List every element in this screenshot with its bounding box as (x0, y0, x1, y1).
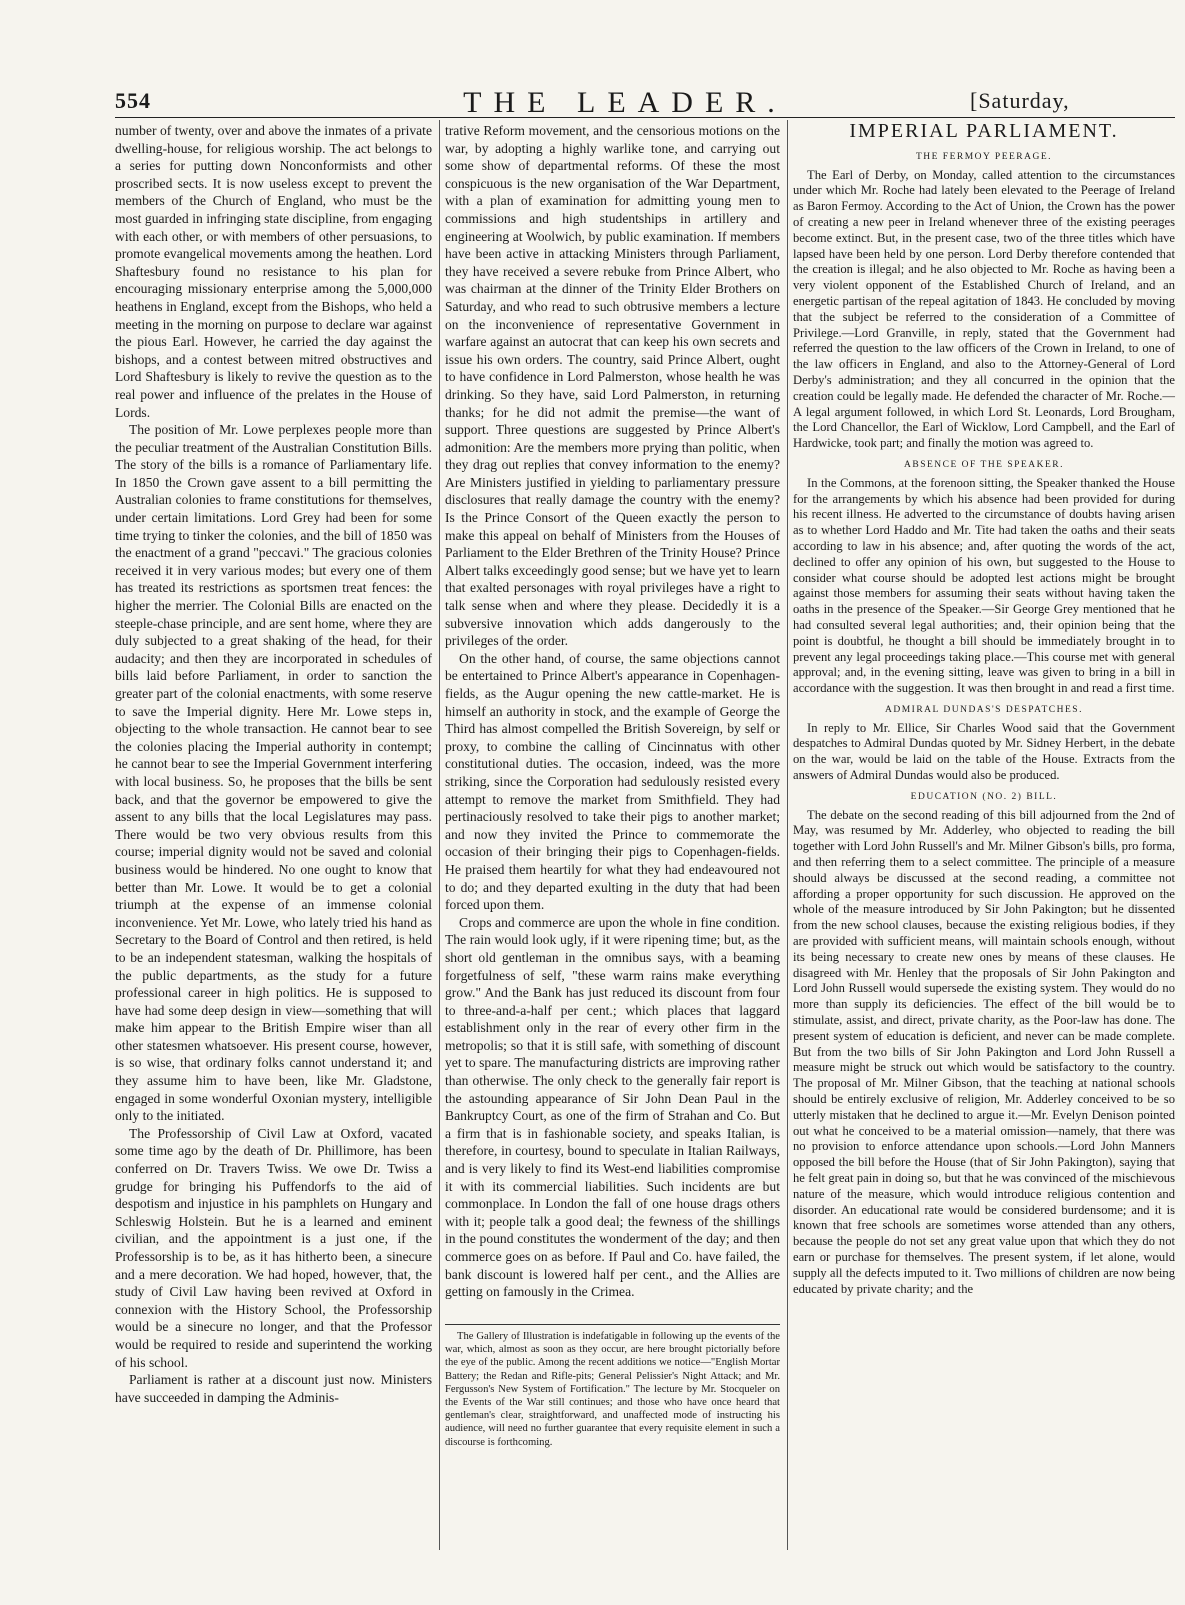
paragraph: trative Reform movement, and the censorious motions on the war, by adopting a highly warlike tone, and carrying out some show of departmental reforms. Of these the most conspicuous is the new organisation of the War Department, with a plan of examination for admitting young men to commissions and high studentships in artillery and engineering at Woolwich, by public examination. If members have been active in attacking Ministers through Parliament, they have received a severe rebuke from Prince Albert, who was chairman at the dinner of the Trinity Elder Brothers on Saturday, and who read to such obtrusive members a lecture on the inconvenience of representative Government in warfare against an autocrat that can keep his own secrets and issue his own orders. The country, said Prince Albert, ought to have confidence in Lord Palmerston, whose health he was drinking. So they have, said Lord Palmerston, in returning thanks; for he did not admit the premise—the want of support. Three questions are suggested by Prince Albert's admonition: Are the members more prying than politic, when they drag out replies that convey information to the enemy? Are Ministers justified in yielding to parliamentary pressure disclosures that really damage the country with the enemy? Is the Prince Consort of the Queen exactly the person to make this appeal on behalf of Ministers from the Houses of Parliament to the Elder Brethren of the Trinity House? Prince Albert talks exceedingly good sense; but we have yet to learn that exalted personages with royal privileges have a right to talk sense when and where they please. Decidedly it is a subversive innovation which adds dangerously to the privileges of the order. (445, 123, 780, 649)
section-title: IMPERIAL PARLIAMENT. (849, 120, 1119, 142)
paragraph: Parliament is rather at a discount just now. Ministers have succeeded in damping the Adminis- (115, 1372, 432, 1405)
paragraph: number of twenty, over and above the inmates of a private dwelling-house, for religious worship. The act belongs to a series for putting down Nonconformists and other proscribed sects. It is now useless except to prevent the members of the Church of England, who must be the most guarded in infringing state discipline, from engaging with each other, or with members of other persuasions, to promote evangelical movements among the heathen. Lord Shaftesbury found no resistance to his plan for encouraging missionary enterprise among the 5,000,000 heathens in England, except from the Bishops, who held a meeting in the morning on purpose to declare war against the pious Earl. However, he carried the day against the bishops, and a contest between mitred obstructives and Lord Shaftesbury is likely to revive the question as to the real power and influence of the prelates in the House of Lords. (115, 123, 432, 420)
footnote (445, 1324, 780, 1449)
paragraph: The debate on the second reading of this bill adjourned from the 2nd of May, was resumed by Mr. Adderley, who objected to reading the bill together with Lord John Russell's and Mr. Milner Gibson's bills, pro forma, and then referring them to a select committee. The principle of a measure should always be discussed at the second reading, a committee not affording a proper opportunity for such discussion. He approved on the whole of the measure introduced by Sir John Pakington; but he dissented from the new school clauses, because the existing religious bodies, if they are provided with sufficient means, will maintain schools enough, without its being necessary to create new ones by means of these clauses. He disagreed with Mr. Henley that the proposals of Sir John Pakington and Lord John Russell would supersede the existing system. They would do no more than supply its deficiencies. The effect of the bill would be to stimulate, assist, and direct, private charity, as the Poor-law has done. The present system of education is deficient, and never can be made complete. But from the two bills of Sir John Pakington and Lord John Russell a measure might be struck out which would be satisfactory to the country. The proposal of Mr. Milner Gibson, that the teaching at national schools should be entirely exclusive of religion, Mr. Adderley conceived to be so utterly mistaken that he declined to argue it.—Mr. Evelyn Denison pointed out what he conceived to be a material omission—namely, that there was no provision to enforce attendance upon schools.—Lord John Manners opposed the bill before the House (that of Sir John Pakington), saying that he felt great pain in doing so, but that he was convinced of the mischievous nature of the measure, which would introduce religious contention and disorder. An educational rate would be considered burdensome; and it is known that free schools are sometimes worse attended than any others, because the people do not set any great value upon that which they do not earn or purchase for themselves. The present system, if let alone, would supply all the defects imputed to it. Two millions of children are now being educated by private charity; and the (793, 807, 1175, 1296)
column-divider (787, 120, 788, 1550)
column-1 (115, 122, 432, 1406)
subheading: THE FERMOY PEERAGE. (915, 151, 1053, 162)
subheading: ADMIRAL DUNDAS'S DESPATCHES. (885, 704, 1083, 715)
column-2 (445, 122, 780, 1301)
subheading: EDUCATION (NO. 2) BILL. (910, 791, 1058, 802)
column-3 (793, 122, 1175, 1297)
header-rule (115, 117, 1175, 118)
footnote-text: The Gallery of Illustration is indefatigable in following up the events of the war, which, almost as soon as they occur, are here brought pictorially before the eye of the public. Among the recent additions we notice—"English Mortar Battery; the Redan and Rifle-pits; General Pelissier's Night Attack; and Mr. Fergusson's New System of Fortification." The lecture by Mr. Stocqueler on the Events of the War still continues; and those who have once heard that gentleman's clear, straightforward, and unaffected mode of instructing his audience, will need no further guarantee that every requisite element in such a discourse is forthcoming. (445, 1331, 780, 1448)
paragraph: The position of Mr. Lowe perplexes people more than the peculiar treatment of the Australian Constitution Bills. The story of the bills is a romance of Parliamentary life. In 1850 the Crown gave assent to a bill permitting the Australian colonies to frame constitutions for themselves, under certain limitations. Lord Grey had been for some time trying to tinker the colonies, and the bill of 1850 was the enactment of a grand "peccavi." The gracious colonies received it in very various modes; but every one of them has treated its restrictions as sportsmen treat fences: the higher the merrier. The Colonial Bills are enacted on the steeple-chase principle, and are sent home, where they are duly subjected to a great shaking of the head, for their audacity; and then they are incorporated in schedules of bills laid before Parliament, in order to sanction the greater part of the colonial enactments, with some reserve to save the Imperial dignity. Here Mr. Lowe steps in, objecting to the whole transaction. He cannot bear to see the colonies placing the Imperial authority in contempt; he cannot bear to see the Imperial Government interfering with local business. So, he proposes that the bills be sent back, and that the governor be empowered to give the assent to any bills that the local Legislatures may pass. There would be two very obvious results from this course; imperial dignity would not be saved and colonial business would be hindered. No one ought to know that better than Mr. Lowe. It would be to get a colonial triumph at the expense of an immense colonial inconvenience. Yet Mr. Lowe, who lately tried his hand as Secretary to the Board of Control and then retired, is held to be an independent statesman, walking the hospitals of the public departments, as the study for a future professional career in high politics. He is supposed to have had some deep design in view—something that will make him appear to the British Empire wiser than all other statesmen whatsoever. His present course, however, is so wise, that ordinary folks cannot understand it; and they assume him to have been, like Mr. Gladstone, engaged in some wonderful Oxonian mystery, intelligible only to the initiated. (115, 422, 432, 1124)
paragraph: In the Commons, at the forenoon sitting, the Speaker thanked the House for the arrangements by which his absence had been provided for during his recent illness. He adverted to the circumstance of doubts having arisen as to whether Lord Haddo and Mr. Tite had taken the oaths and their seats according to law in his absence; and, after quoting the words of the act, declined to offer any opinion of his own, but suggested to the House to consider what course should be adopted lest actions might be brought against those members for assuming their seats without having taken the oaths in the presence of the Speaker.—Sir George Grey mentioned that he had consulted several legal authorities; and, their opinion being that the point is doubtful, he thought a bill should be immediately brought in to prevent any legal proceedings taking place.—This course met with general approval; and, in the evening sitting, leave was given to bring in a bill in accordance with the suggestion. It was then brought in and read a first time. (793, 475, 1175, 696)
paragraph: In reply to Mr. Ellice, Sir Charles Wood said that the Government despatches to Admiral Dundas quoted by Mr. Sidney Herbert, in the debate on the war, would be laid on the table of the House. Extracts from the answers of Admiral Dundas would also be produced. (793, 720, 1175, 783)
masthead-title: THE LEADER. (463, 86, 787, 119)
page-number: 554 (115, 88, 151, 113)
paragraph: Crops and commerce are upon the whole in fine condition. The rain would look ugly, if it were ripening time; but, as the short old gentleman in the omnibus says, with a beaming forgetfulness of self, "these warm rains make everything grow." And the Bank has just reduced its discount from four to three-and-a-half per cent.; which places that laggard establishment only in the rear of every other firm in the metropolis; so that it is still safe, with something of discount yet to spare. The manufacturing districts are improving rather than otherwise. The only check to the generally fair report is the astounding appearance of Sir John Dean Paul in the Bankruptcy Court, as one of the firm of Strahan and Co. But a firm that is in fashionable society, and speaks Italian, is therefore, in courtesy, bound to speculate in Italian Railways, and is very likely to find its West-end liabilities compromise it with its commercial liabilities. Such incidents are but commonplace. In London the fall of one house drags others with it; people talk a good deal; the fewness of the shillings in the pound constitutes the wonderment of the day; and then commerce goes on as before. If Paul and Co. have failed, the bank discount is lowered half per cent., and the Allies are getting on famously in the Crimea. (445, 914, 780, 1300)
subheading: ABSENCE OF THE SPEAKER. (904, 459, 1064, 470)
paragraph: The Earl of Derby, on Monday, called attention to the circumstances under which Mr. Roche had lately been elevated to the Peerage of Ireland as Baron Fermoy. According to the Act of Union, the Crown has the power of creating a new peer in Ireland whenever three of the existing peerages become extinct. But, in the present case, two of the three titles which have lapsed have been held by one person. Lord Derby therefore contended that the creation is illegal; and he also objected to Mr. Roche as having been a very violent opponent of the Established Church of Ireland, and an energetic partisan of the repeal agitation of 1843. He concluded by moving that the subject be referred to the consideration of a Committee of Privilege.—Lord Granville, in reply, stated that the Government had referred the question to the law officers of the Crown in Ireland, to one of the law officers in England, and also to the Attorney-General of Lord Derby's administration; and they all concurred in the opinion that the creation could be legally made. He defended the character of Mr. Roche.—A legal argument followed, in which Lord St. Leonards, Lord Brougham, the Lord Chancellor, the Earl of Wicklow, Lord Campbell, and the Earl of Hardwicke, took part; and finally the motion was agreed to. (793, 167, 1175, 451)
paragraph: The Professorship of Civil Law at Oxford, vacated some time ago by the death of Dr. Phillimore, has been conferred on Dr. Travers Twiss. We owe Dr. Twiss a grudge for bringing his Puffendorfs to the aid of despotism and injustice in his pamphlets on Hungary and Schleswig Holstein. But he is a learned and eminent civilian, and the appointment is a just one, if the Professorship is to be, as it has hitherto been, a sinecure and a mere decoration. We had hoped, however, that, the study of Civil Law having been revived at Oxford in connexion with the History School, the Professorship would be a sinecure no longer, and that the Professor would be required to reside and superintend the working of his school. (115, 1125, 432, 1370)
paragraph: On the other hand, of course, the same objections cannot be entertained to Prince Albert's appearance in Copenhagen-fields, as the Augur opening the new cattle-market. He is himself an authority in stock, and the example of George the Third has almost compelled the British Sovereign, by self or proxy, to combine the calling of Cincinnatus with other constitutional duties. The occasion, indeed, was the more striking, since the Corporation had sedulously resisted every attempt to remove the market from Smithfield. They had pertinaciously resolved to take their pigs to another market; and now they invited the Prince to commemorate the occasion of their bringing their pigs to Copenhagen-fields. He praised them heartily for what they had endeavoured not to do; and they departed exulting in the duty that had been forced upon them. (445, 650, 780, 913)
day-label: [Saturday, (970, 88, 1070, 113)
column-divider (439, 120, 440, 1550)
page-header (115, 88, 1185, 118)
